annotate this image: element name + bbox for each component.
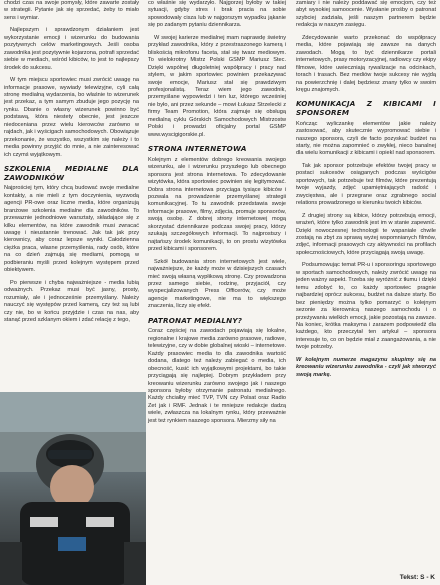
- section-heading: STRONA INTERNETOWA: [148, 144, 247, 154]
- paragraph: Po pierwsze i chyba najważniejsze - media lubią odważnych. Przekaz musi być jasny, prosty, rozumiały, ale i jednocześnie przemyślany. Należy nauczyć się występów przed kamerą, czy też są lubi czy nie, bo w końcu przyjdzie i czas na nas, aby stanąć przed szklanym okiem i zdać relację z tego,: [4, 279, 139, 323]
- paragraph: chodzi czas na swoje pomysły, które zawarte zostały w strategii. Pytanie jak się sprzedać, żeby to miało sens i wymiar.: [4, 0, 139, 21]
- paragraph: Zdecydowanie warto przekonać do współpracy media, które pojawiają się zawsze na danych zawodach. Mogą to być dziennikarze portali internetowych, prasy motoryzacyjnej, radiowcy czy ekipy filmowe, które uwieczniają rywalizacje na odcinkach, torach i trasach. Bez mediów twoje sukcesy nie wyjdą na powierzchnię i dalej będziesz znany tylko w swoim kręgu znajomych.: [296, 34, 436, 93]
- paragraph: W tym miejscu sportowiec musi zwrócić uwagę na informacje prasowe, wywiady telewizyjne, cyli całą stronę medialną wydarzenia, bo właśnie to wizerunek jest przekaz, a tym samym zbuduje jego pozycję na rynku. Dbanie o własny wizerunek powinno być podstawą, która niestety obecnie, jest jeszcze niedoceniana przez wielu kierowców zarówno w rajdach, jak i wyścigach samochodowych. Obowiązuje przekonanie, że wszystko, wszystkim się należy i to media powinny przyjść do mnie, a nie zainteresować ich czymś wyjątkowym.: [4, 77, 139, 158]
- driver-photo-illustration: [0, 392, 146, 585]
- section-heading: KOMUNIKACJA Z KIBICAMI I SPONSOREM: [296, 99, 436, 118]
- column-1: [4, 0, 139, 329]
- paragraph: Kończąc wyliczankę elementów jakie należy zastosować, aby skutecznie wypromować siebie i naszego sponsora, czyli de facto pozyskać budżet na starty, nie można zapomnieć o zwykłej, nieco banalnej dla wielu komunikacji z kibicami i opiekI nad sponsorem.: [296, 120, 436, 157]
- paragraph: W swojej karierze medialnej mam naprawdę świetny przykład zawodnika, który z przestraszonego kamerą i bliskością mikrofonu faceta, stał się twarz mediowym. To wielokrotny Mistrz Polski GSMP Mariusz Stec. Dzięki wspólnej długoletniej współpracy i pracy nad stylem, w jakim sportowiec powinien przekazywać swoje emocje, Mariusz stał się prawdziwym profesjonalistą. Teraz wiem jego zawodnik, przemyślane wypowiedzi i ten luz, którego wcześniej nie było, ani przez sekunde – mowi Łukasz Strzelecki z firmy Team Promotion, która zajmuje się obsługą medialną cyklu Górskich Samochodowych Mistrzostw Polski i prowadzi oficjalny portal GSMP www.wyscigigorskie.pl.: [148, 34, 286, 138]
- paragraph: Z drugiej strony są kibice, którzy potrzebują emocji, wrażeń, które tylko zawodnik jest im w stanie zapewnić. Dzięki nowoczesnej technologii te wspaniale chwile zostają na zbyt za sprawą wyżej wspomnianych filmów, zdjęć, informacji prasowych czy aktywności na profilach społecznościowych, które przyciągają swoją uwagę.: [296, 212, 436, 256]
- section-heading: PATRONAT MEDIALNY?: [148, 315, 243, 325]
- author-credit: Tekst: S - K: [399, 574, 435, 581]
- paragraph: Szkół budowania stron internetowych jest wiele, najważniejsze, że każdy może w dzisiejszych czasach mieć swoją własną wypłikową stronę. Czy prowadzona przez samego siebie, rodzinę, przyjaciół, czy wyspecjalizowanych Press Officerów, czy może agencje marketingowe, nie ma to większego znaczenia, liczy się efekt.: [148, 258, 286, 310]
- column-2: [148, 0, 286, 430]
- column-3: [296, 0, 436, 384]
- paragraph: co właśnie się wydarzyło. Najgorzej byłoby w takiej sytuacji, gdyby stres i brak pracia na sobie spowodowały cisza lub w najgorszym wypadku jąkanie się po zadanym pytaniu dziennikarza.: [148, 0, 286, 29]
- driver-photo: [0, 392, 146, 585]
- paragraph: Podsumowując temat PR-u i sponsoringu sportowego w sportach samochodowych, należy zwrócić uwagę na jeden ważny aspekt. Trzeba się wyróżnić z tłumu i dzięki temu zdobyć to, co każdy sportowiec pragnie najbardziej oprócz sukcesu, budżet na dalsze starty. Bo bez pieniędzy można tylko pomarzyć o kolejnym sezonie za kierownicą naszego samochodu i o przeżywaniu wielkich emocji, jakie pozostają na zawsze. Na koniec, krótka maksyma i zarazem podpowiedź dla każdego, kto przeczytał ten artykuł – sponsora interesuje to, co on będzie miał z zaangażowania, a nie twoje potrzeby.: [296, 262, 436, 351]
- paragraph: Kolejnym z elementów dobrego kreowania swojego wizerunku, ale i wizerunku przyszłego lub obecnego sponsora jest strona internetowa. To zdecydowanie wizytówka, która sportowiec powinien się legitymować. Dobra strona internetowa przyciąga tysiące kibiców i pozwala na prowadzenie przemyślanej strategii komunikacyjnej. To tu zawodnik przedstawia swoje informacje prasowe, filmy, zdjęcia, promuje sponsorów, swoją osobę. Z dobrej strony internetowej mogą skorzystać dziennikarze podczas swojej pracy, którzy szukają szczegółowych informacji. To najprostszy i najtańszy środek komunikacji, to on prostu wizytówka przed kibicami i sponsorem.: [148, 156, 286, 253]
- closing-note: W kolejnym numerze magazynu skupimy się na kreowaniu wizerunku zawodnika - czyli jak stworzyć swoją markę.: [296, 356, 436, 378]
- paragraph: zamiary i nie należy poddawać się emocjom, czy też abyt wysokiej samoocenie. Wysłanie prośby o patronat szybciej zadziała, jeśli naszym partnerem będzie redakcja w naszym zasięgu.: [296, 0, 436, 29]
- paragraph: Najlepszym i sprawdzonym działaniem jest wykorzystanie emocji i wizerunku do budowania pozytywnych celów marketingowych. Jeśli osoba zawodnika jest pozytywnie kojarzona, potrafi sprzedać siebie w mediach, wśród kibiców, to jest to najlepszy środek do sukcesu.: [4, 27, 139, 71]
- paragraph: Najprościej tym, który chcą budować swoje medialne kontakty, a nie mieli z tym doczynienia, wyzwodą agencji PR-owe oraz liczne media, które organizują branżowe szkolenia medialne dla zawodników. To przewaznie jednodniowe warsztaty, składające się z kilku elementów, na które zawodnik musi zwracać uwagę i nieustannie trenować. Jak tak jak przy kierownicy, aby coraz lepsze wyniki. Całodzienna ciężka praca, własne przemyślenia, rady osób, które na co dzień zajmują się mediami, pomogą w podbieraniu myśli przed kolejnym występem przed obiektywem.: [4, 185, 139, 274]
- paragraph: Coraz częściej na zawodach pojawiają się lokalne, regionalne i krajowe media zarówno prasowe, radiowe, telewizyjne, czy w dobie globalnej wioski – internetowe. Każdy prasowiec media to dla zawodnika wartość dodana, dlatego też należy zabiegać o media, ich obecność, kusić ich wyjątkowymi projektami, bo takie przyciągają się najlepiej. Dobrym przykładem przy kreowaniu wizerunku zarówno swojego jak i naszego sponsora byłoby otrzymanie patronatu medialnego. Każdy chciałby mieć TVP, TVN czy Polsat oraz Radio Zet jak i RMF. Jednak i te mniejsze redakcje dadzą wiele, zwłaszcza na lokalnym rynku, który przeważnie jest też rynkiem naszego sponsora. Mierzmy siły na: [148, 328, 286, 424]
- section-heading: SZKOLENIA MEDIALNE DLA ZAWODNIKÓW: [4, 164, 139, 182]
- paragraph: Tak jak sponsor potrzebuje efektów twojej pracy w postaci sukcesów osiąganych podczas wyścigów sportowych, tak potrzebuje też filmów, które prezentują twoje wyjazdy, zdjęć upamiętniających radość i zwycięstwa, ale i przegrane oraz zgrabnego social relations prowadzonego w kierunku twoich kibiców.: [296, 162, 436, 207]
